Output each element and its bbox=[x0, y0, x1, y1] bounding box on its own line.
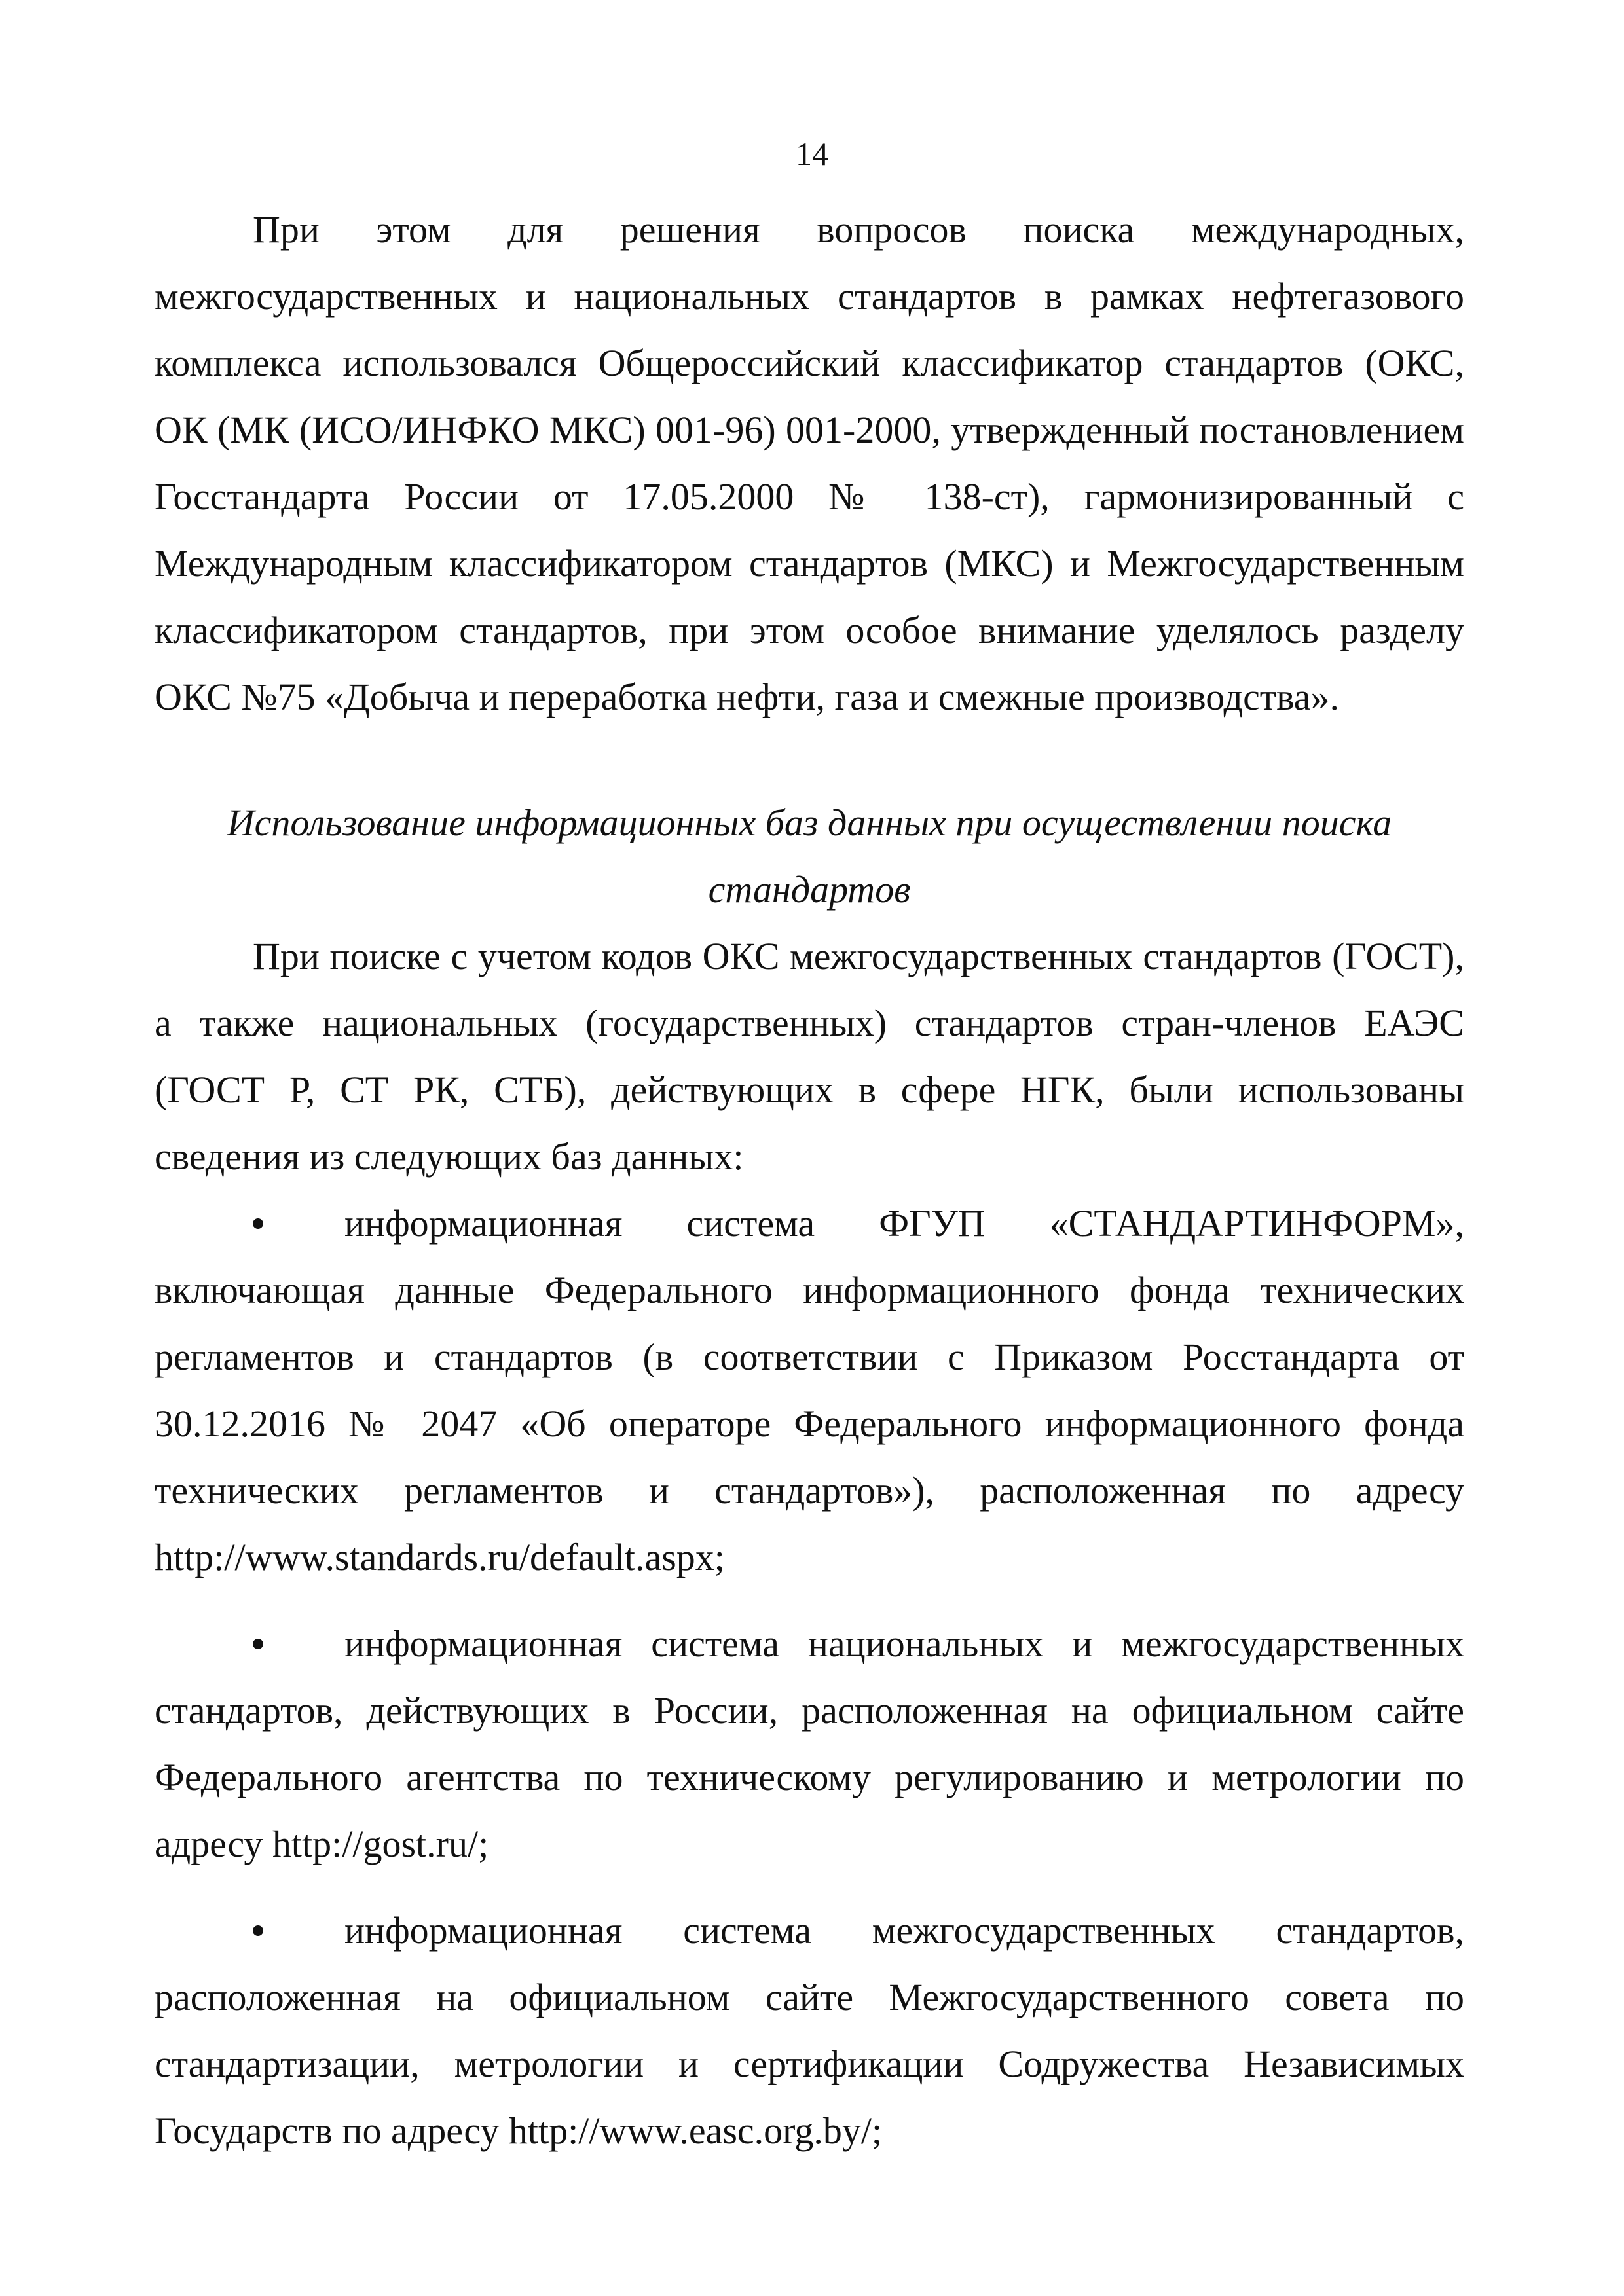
search-paragraph: При поиске с учетом кодов ОКС межгосударственных стандартов (ГОСТ), а также национальных (государственных) стандартов стран-членов ЕАЭС (ГОСТ Р, СТ РК, СТБ), действующих в сфере НГК, были использованы сведения из следующих баз данных: bbox=[155, 935, 1464, 1178]
list-item bbox=[155, 1897, 1464, 2164]
section-heading: Использование информационных баз данных при осуществлении поиска стандартов bbox=[227, 801, 1392, 911]
source-easc: информационная система межгосударственных стандартов, расположенная на официальном сайте Межгосударственного совета по стандартизации, метрологии и сертификации Содружества Независимых Государств по адресу http://www.easc.org.by/; bbox=[155, 1909, 1464, 2152]
list-item bbox=[155, 1190, 1464, 1591]
source-standartinform: информационная система ФГУП «СТАНДАРТИНФОРМ», включающая данные Федерального информационного фонда технических регламентов и стандартов (в соответствии с Приказом Росстандарта от 30.12.2016 № 2047 «Об операторе Федерального информационного фонда технических регламентов и стандартов»), расположенная по адресу http://www.standards.ru/default.aspx; bbox=[155, 1202, 1464, 1578]
source-gost-ru: информационная система национальных и межгосударственных стандартов, действующих в России, расположенная на официальном сайте Федерального агентства по техническому регулированию и метрологии по адресу http://gost.ru/; bbox=[155, 1622, 1464, 1865]
page-number: 14 bbox=[796, 136, 828, 172]
bullet-icon bbox=[253, 1925, 263, 1936]
intro-paragraph: При этом для решения вопросов поиска международных, межгосударственных и национальных стандартов в рамках нефтегазового комплекса использовался Общероссийский классификатор стандартов (ОКС, ОК (МК (ИСО/ИНФКО МКС) 001-96) 001-2000, утвержденный постановлением Госстандарта России от 17.05.2000 № 138-ст), гармонизированный с Международным классификатором стандартов (МКС) и Межгосударственным классификатором стандартов, при этом особое внимание уделялось разделу ОКС №75 «Добыча и переработка нефти, газа и смежные производства». bbox=[155, 208, 1464, 718]
bullet-icon bbox=[253, 1639, 263, 1649]
bullet-icon bbox=[253, 1218, 263, 1229]
list-item bbox=[155, 1611, 1464, 1878]
sources-list bbox=[155, 1190, 1464, 2164]
section-spacer bbox=[155, 731, 1464, 790]
document-body bbox=[155, 196, 1464, 2184]
